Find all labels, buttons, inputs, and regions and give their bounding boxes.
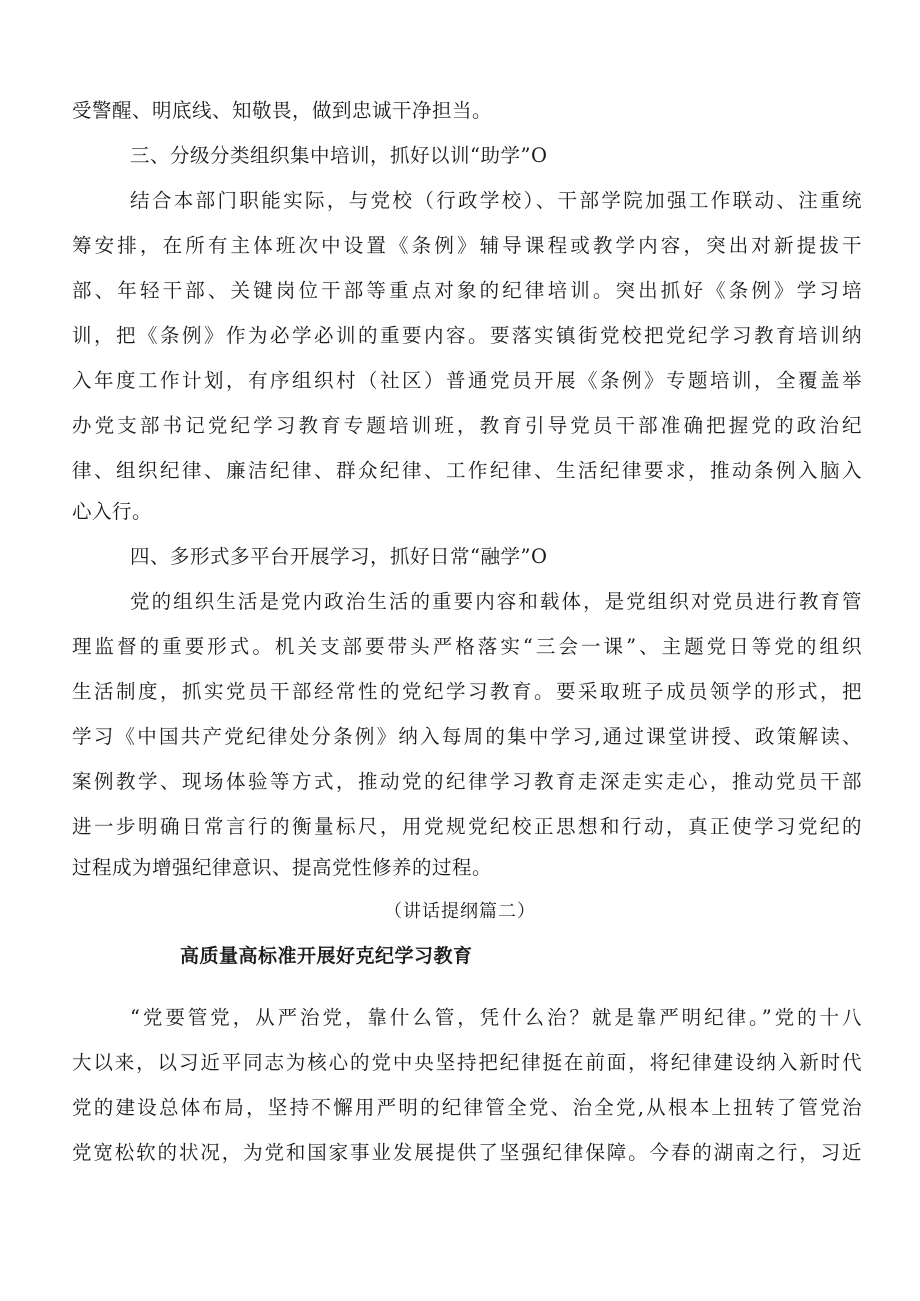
paragraph-line: 生活制度，抓实党员干部经常性的党纪学习教育。要采取班子成员领学的形式，把 [72,680,862,703]
paragraph-line: 部、年轻干部、关键岗位干部等重点对象的纪律培训。突出抓好《条例》学习培 [72,279,862,302]
paragraph-line: 进一步明确日常言行的衡量标尺，用党规党纪校正思想和行动，真正使学习党纪的 [72,815,862,838]
paragraph-line: 训，把《条例》作为必学必训的重要内容。要落实镇街党校把党纪学习教育培训纳 [72,324,862,347]
paragraph-line: 心入行。 [72,500,153,523]
paragraph-line: 过程成为增强纪律意识、提高党性修养的过程。 [72,856,493,879]
paragraph-line: 大以来，以习近平同志为核心的党中央坚持把纪律挺在前面，将纪律建设纳入新时代 [72,1051,862,1074]
paragraph-line: 办党支部书记党纪学习教育专题培训班，教育引导党员干部准确把握党的政治纪 [72,414,862,437]
paragraph-line: 受警醒、明底线、知敬畏，做到忠诚干净担当。 [72,99,493,122]
paragraph-line: 案例教学、现场体验等方式，推动党的纪律学习教育走深走实走心，推动党员干部 [72,770,862,793]
paragraph-line: 律、组织纪律、廉洁纪律、群众纪律、工作纪律、生活纪律要求，推动条例入脑入 [72,459,862,482]
paragraph-line: 结合本部门职能实际，与党校（行政学校）、干部学院加强工作联动、注重统 [130,189,862,212]
paragraph-line: 学习《中国共产党纪律处分条例》纳入每周的集中学习,通过课堂讲授、政策解读、 [72,725,862,748]
paragraph-line: 党的组织生活是党内政治生活的重要内容和载体，是党组织对党员进行教育管 [130,590,862,613]
paragraph-line: “党要管党，从严治党，靠什么管，凭什么治？就是靠严明纪律。”党的十八 [130,1006,862,1029]
section-heading-three: 三、分级分类组织集中培训，抓好以训“助学”O [130,144,548,167]
article-title: 高质量高标准开展好克纪学习教育 [180,945,473,967]
paragraph-line: 党的建设总体布局，坚持不懈用严明的纪律管全党、治全党,从根本上扭转了管党治 [72,1096,862,1119]
paragraph-line: 筹安排，在所有主体班次中设置《条例》辅导课程或教学内容，突出对新提拔干 [72,234,862,257]
paragraph-line: 理监督的重要形式。机关支部要带头严格落实“三会一课”、主题党日等党的组织 [72,635,862,658]
section-heading-four: 四、多形式多平台开展学习，抓好日常“融学”O [130,545,548,568]
section-label: （讲话提纲篇二） [384,901,536,922]
paragraph-line: 党宽松软的状况，为党和国家事业发展提供了坚强纪律保障。今春的湖南之行，习近 [72,1141,862,1164]
paragraph-line: 入年度工作计划，有序组织村（社区）普通党员开展《条例》专题培训，全覆盖举 [72,369,862,392]
